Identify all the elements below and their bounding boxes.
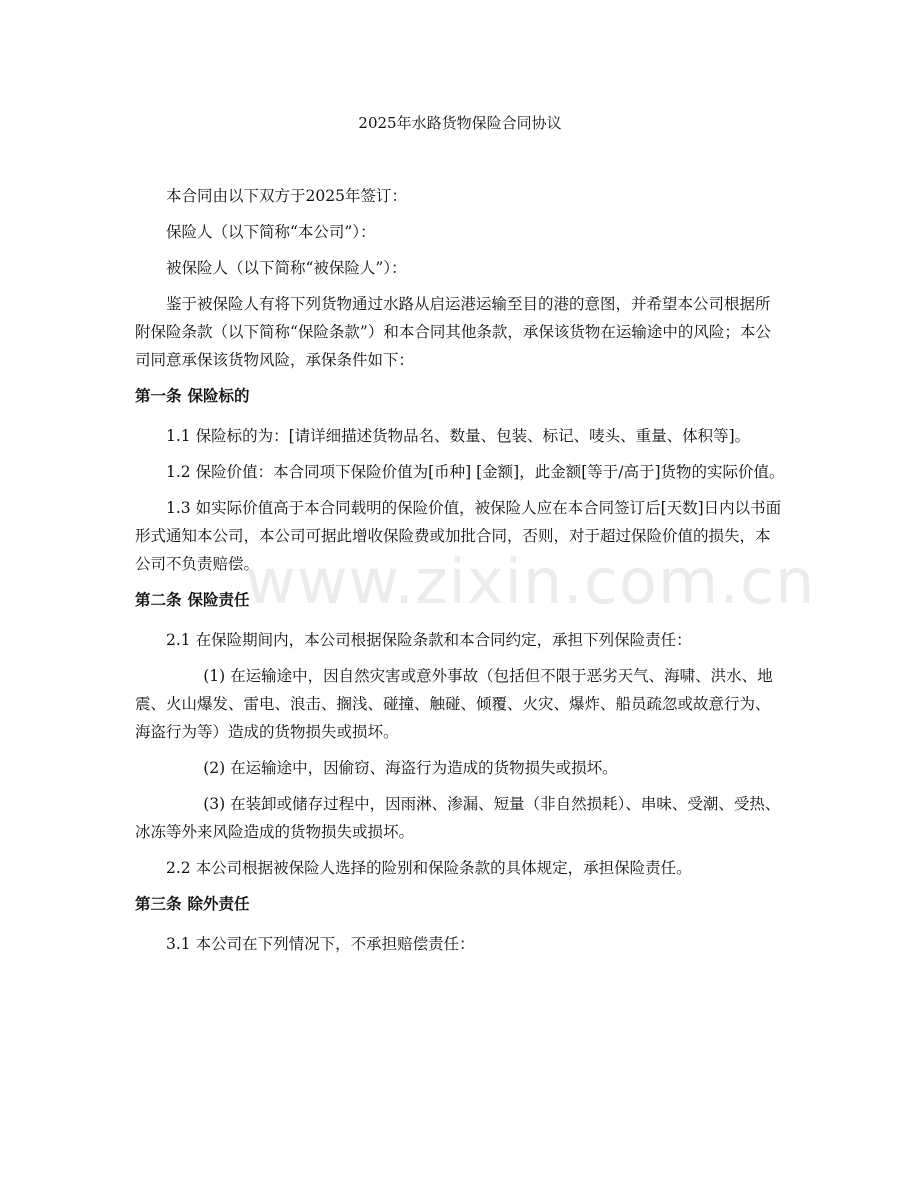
article-name: 保险责任 (187, 590, 250, 609)
article-number: 第二条 (135, 590, 182, 609)
article-name: 除外责任 (187, 894, 250, 913)
article-number: 第三条 (135, 894, 182, 913)
sub-clause: (3) 在装卸或储存过程中，因雨淋、渗漏、短量（非自然损耗）、串味、受潮、受热、冰冻等外来风险造成的货物损失或损坏。 (135, 795, 781, 841)
insured-line: 被保险人（以下简称“被保险人”）： (166, 259, 407, 277)
sub-clause: (2) 在运输途中，因偷窃、海盗行为造成的货物损失或损坏。 (203, 759, 618, 777)
article-number: 第一条 (135, 386, 182, 405)
article-name: 保险标的 (187, 386, 250, 405)
clause: 1.3 如实际价值高于本合同载明的保险价值，被保险人应在本合同签订后[天数]日内以书面形式通知本公司，本公司可据此增收保险费或加批合同，否则，对于超过保险价值的损失，本公司不负责赔偿。 (135, 499, 782, 573)
article-heading (135, 382, 785, 410)
clause: 1.2 保险价值：本合同项下保险价值为[币种] [金额]，此金额[等于/高于]货物的实际价值。 (166, 463, 785, 481)
intro-paragraph: 本合同由以下双方于2025年签订： (166, 187, 407, 205)
document-title: 2025年水路货物保险合同协议 (358, 114, 562, 132)
clause: 2.1 在保险期间内，本公司根据保险条款和本合同约定，承担下列保险责任： (166, 631, 692, 649)
watermark: www.zixin.com.cn (245, 545, 816, 618)
insurer-line: 保险人（以下简称“本公司”）： (166, 223, 376, 241)
clause: 3.1 本公司在下列情况下，不承担赔偿责任： (166, 935, 475, 953)
recital-paragraph: 鉴于被保险人有将下列货物通过水路从启运港运输至目的港的意图，并希望本公司根据所附保险条款（以下简称“保险条款”）和本合同其他条款，承保该货物在运输途中的风险；本公司同意承保该货物风险，承保条件如下： (135, 295, 771, 369)
article-heading (135, 586, 785, 614)
document-body (135, 182, 785, 966)
article-heading (135, 890, 785, 918)
clause: 1.1 保险标的为：[请详细描述货物品名、数量、包装、标记、唛头、重量、体积等]。 (166, 427, 751, 445)
sub-clause: (1) 在运输途中，因自然灾害或意外事故（包括但不限于恶劣天气、海啸、洪水、地震、火山爆发、雷电、浪击、搁浅、碰撞、触碰、倾覆、火灾、爆炸、船员疏忽或故意行为、海盗行为等）造成的货物损失或损坏。 (135, 667, 773, 741)
clause: 2.2 本公司根据被保险人选择的险别和保险条款的具体规定，承担保险责任。 (166, 859, 692, 877)
